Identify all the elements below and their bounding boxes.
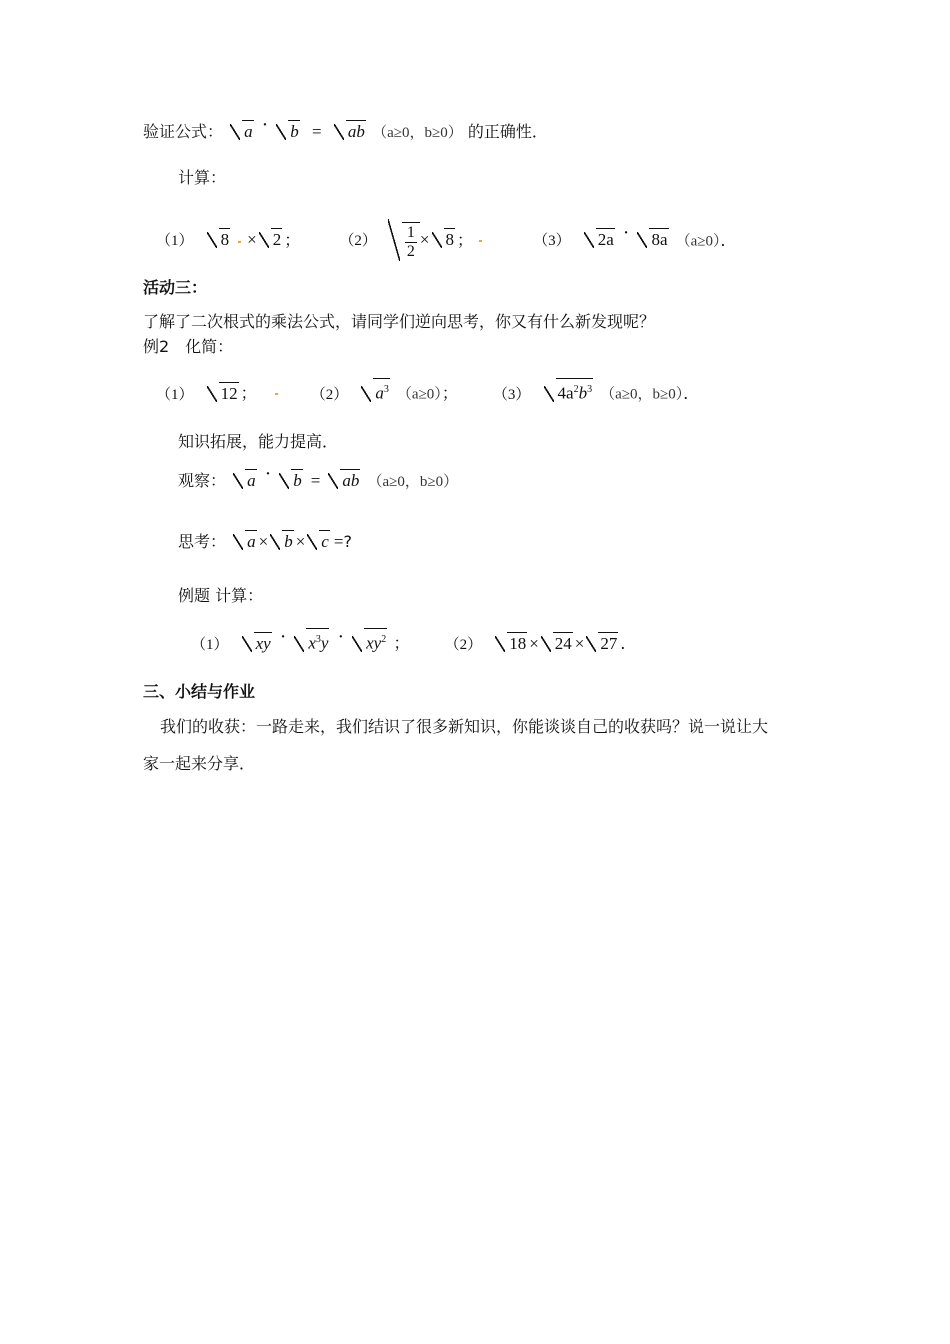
summary-line1: 我们的收获：一路走来，我们结识了很多新知识，你能谈谈自己的收获吗？说一说让大: [160, 717, 769, 736]
example2-problems: （1） 12 ； （2） $a^3$ （a≥0）； （3） $4a^2b^3$ （a≥0，b≥0）．: [150, 378, 699, 405]
think-line: 思考： a × b × c =?: [178, 532, 352, 551]
verify-line: [143, 114, 548, 143]
example-calc-problems: （1） xy · $x^3y \cdot xy^2$ ； （2） 18 × 24 × 27 ．: [191, 625, 637, 653]
calc-problems: （1） 8 × 2 ； （2） $\frac{1}{2}$ × 8 ； （3） 2a · 8a （a≥0）．: [156, 222, 737, 260]
verify-condition: （a≥0，b≥0）: [372, 125, 463, 141]
summary-line2: 家一起来分享．: [143, 754, 256, 773]
extension-title: 知识拓展，能力提高．: [178, 432, 339, 451]
example-calc-label: 例题 计算：: [178, 586, 264, 605]
example2-label: 例2 化简：: [143, 337, 234, 356]
verify-label: 验证公式：: [143, 122, 224, 141]
reverse-text: 了解了二次根式的乘法公式，请同学们逆向思考，你又有什么新发现呢？: [143, 312, 656, 331]
formula-sqrt-a-times-sqrt-b: a · b = ab: [228, 122, 372, 141]
calc-heading: 计算：: [178, 168, 227, 187]
verify-suffix: 的正确性．: [467, 122, 548, 141]
section3-title: 三、小结与作业: [143, 682, 256, 701]
observe-line: 观察： a · b = ab （a≥0，b≥0）: [178, 463, 459, 490]
activity3-title: 活动三：: [143, 278, 208, 297]
